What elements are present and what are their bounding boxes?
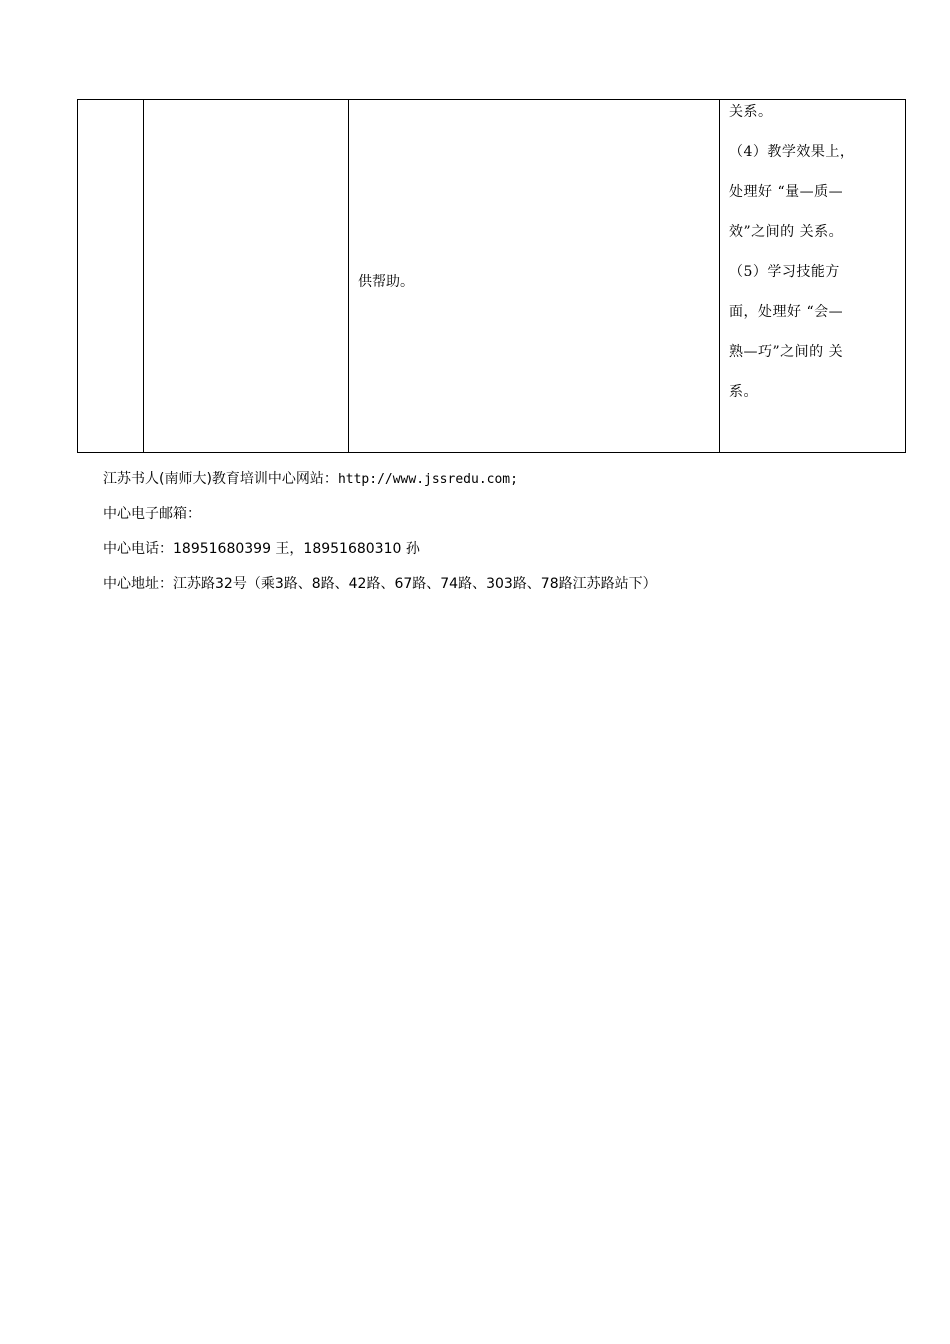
table-cell-middle (349, 100, 720, 453)
table-cell-empty-1 (78, 100, 144, 453)
email-line (103, 501, 657, 536)
address-label: 中心地址： (103, 576, 173, 592)
notes-line: （4）教学效果上， (729, 144, 855, 160)
phone-line (103, 536, 657, 571)
table-row (78, 100, 906, 453)
notes-text (729, 92, 893, 412)
website-line (103, 466, 657, 501)
website-label: 江苏书人(南师大)教育培训中心网站： (103, 471, 338, 487)
table-cell-empty-2 (144, 100, 349, 453)
notes-line: （5）学习技能方 (729, 264, 840, 280)
notes-line: 熟—巧”之间的 关 (729, 344, 844, 360)
contact-footer (103, 466, 657, 606)
email-label: 中心电子邮箱： (103, 506, 201, 522)
phone-label: 中心电话： (103, 541, 173, 557)
address-line (103, 571, 657, 606)
table-cell-notes (720, 100, 906, 453)
phone-value: 18951680399 王，18951680310 孙 (173, 541, 420, 557)
notes-line: 面，处理好 “会— (729, 304, 844, 320)
content-table (77, 99, 906, 453)
middle-cell-text: 供帮助。 (358, 274, 414, 290)
notes-line: 关系。 (729, 104, 773, 120)
notes-line: 系。 (729, 384, 758, 400)
notes-line: 效”之间的 关系。 (729, 224, 844, 240)
address-value: 江苏路32号（乘3路、8路、42路、67路、74路、303路、78路江苏路站下） (173, 576, 657, 592)
website-link[interactable]: http://www.jssredu.com; (337, 472, 518, 487)
notes-line: 处理好 “量—质— (729, 184, 844, 200)
